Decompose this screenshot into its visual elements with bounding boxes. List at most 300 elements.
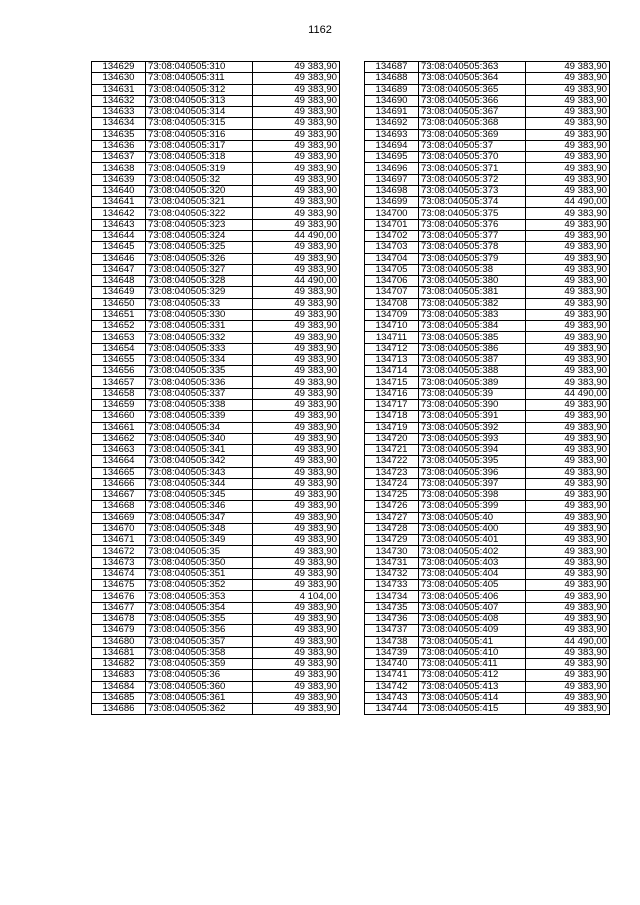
- cadastral-number-cell: 73:08:040505:316: [146, 129, 253, 140]
- table-row: [365, 377, 610, 388]
- record-number-cell: 134643: [92, 219, 146, 230]
- record-number-cell: 134720: [365, 433, 419, 444]
- table-row: [365, 129, 610, 140]
- value-cell: 49 383,90: [253, 73, 340, 84]
- cadastral-number-cell: 73:08:040505:319: [146, 163, 253, 174]
- record-number-cell: 134740: [365, 659, 419, 670]
- table-row: [365, 568, 610, 579]
- table-row: [365, 681, 610, 692]
- cadastral-number-cell: 73:08:040505:333: [146, 343, 253, 354]
- record-number-cell: 134649: [92, 287, 146, 298]
- table-row: [92, 523, 340, 534]
- record-number-cell: 134732: [365, 568, 419, 579]
- cadastral-number-cell: 73:08:040505:407: [419, 602, 526, 613]
- value-cell: 49 383,90: [526, 185, 610, 196]
- record-number-cell: 134669: [92, 512, 146, 523]
- table-row: [92, 399, 340, 410]
- record-number-cell: 134731: [365, 557, 419, 568]
- value-cell: 49 383,90: [526, 614, 610, 625]
- cadastral-number-cell: 73:08:040505:390: [419, 399, 526, 410]
- table-row: [92, 681, 340, 692]
- record-number-cell: 134705: [365, 264, 419, 275]
- record-number-cell: 134719: [365, 422, 419, 433]
- value-cell: 49 383,90: [253, 264, 340, 275]
- value-cell: 49 383,90: [253, 152, 340, 163]
- value-cell: 49 383,90: [253, 501, 340, 512]
- value-cell: 49 383,90: [253, 602, 340, 613]
- record-number-cell: 134734: [365, 591, 419, 602]
- value-cell: 49 383,90: [526, 309, 610, 320]
- value-cell: 49 383,90: [526, 659, 610, 670]
- record-number-cell: 134699: [365, 197, 419, 208]
- table-row: [92, 580, 340, 591]
- value-cell: 49 383,90: [253, 298, 340, 309]
- record-number-cell: 134647: [92, 264, 146, 275]
- table-row: [365, 659, 610, 670]
- cadastral-number-cell: 73:08:040505:331: [146, 321, 253, 332]
- table-row: [92, 276, 340, 287]
- table-row: [365, 174, 610, 185]
- value-cell: 49 383,90: [526, 580, 610, 591]
- record-number-cell: 134701: [365, 219, 419, 230]
- table-row: [92, 647, 340, 658]
- value-cell: 49 383,90: [253, 95, 340, 106]
- cadastral-number-cell: 73:08:040505:353: [146, 591, 253, 602]
- value-cell: 49 383,90: [253, 422, 340, 433]
- value-cell: 49 383,90: [253, 219, 340, 230]
- record-number-cell: 134668: [92, 501, 146, 512]
- record-number-cell: 134674: [92, 568, 146, 579]
- value-cell: 44 490,00: [526, 636, 610, 647]
- cadastral-number-cell: 73:08:040505:347: [146, 512, 253, 523]
- table-row: [92, 107, 340, 118]
- table-row: [365, 163, 610, 174]
- record-number-cell: 134727: [365, 512, 419, 523]
- table-row: [92, 625, 340, 636]
- value-cell: 49 383,90: [526, 332, 610, 343]
- record-number-cell: 134704: [365, 253, 419, 264]
- record-number-cell: 134688: [365, 73, 419, 84]
- value-cell: 49 383,90: [526, 230, 610, 241]
- record-number-cell: 134715: [365, 377, 419, 388]
- value-cell: 49 383,90: [526, 591, 610, 602]
- cadastral-number-cell: 73:08:040505:397: [419, 478, 526, 489]
- table-row: [365, 614, 610, 625]
- cadastral-number-cell: 73:08:040505:384: [419, 321, 526, 332]
- cadastral-number-cell: 73:08:040505:326: [146, 253, 253, 264]
- record-number-cell: 134718: [365, 411, 419, 422]
- value-cell: 49 383,90: [253, 242, 340, 253]
- record-number-cell: 134676: [92, 591, 146, 602]
- table-row: [365, 366, 610, 377]
- value-cell: 49 383,90: [253, 163, 340, 174]
- record-number-cell: 134690: [365, 95, 419, 106]
- value-cell: 49 383,90: [253, 377, 340, 388]
- record-number-cell: 134738: [365, 636, 419, 647]
- cadastral-number-cell: 73:08:040505:391: [419, 411, 526, 422]
- record-number-cell: 134693: [365, 129, 419, 140]
- record-number-cell: 134710: [365, 321, 419, 332]
- cadastral-number-cell: 73:08:040505:357: [146, 636, 253, 647]
- cadastral-number-cell: 73:08:040505:356: [146, 625, 253, 636]
- table-row: [365, 84, 610, 95]
- value-cell: 44 490,00: [526, 197, 610, 208]
- cadastral-number-cell: 73:08:040505:37: [419, 140, 526, 151]
- record-number-cell: 134716: [365, 388, 419, 399]
- cadastral-number-cell: 73:08:040505:323: [146, 219, 253, 230]
- table-row: [92, 332, 340, 343]
- cadastral-number-cell: 73:08:040505:362: [146, 704, 253, 715]
- table-row: [92, 321, 340, 332]
- table-row: [92, 129, 340, 140]
- value-cell: 49 383,90: [253, 197, 340, 208]
- cadastral-number-cell: 73:08:040505:412: [419, 670, 526, 681]
- record-number-cell: 134712: [365, 343, 419, 354]
- cadastral-number-cell: 73:08:040505:358: [146, 647, 253, 658]
- record-number-cell: 134721: [365, 445, 419, 456]
- table-row: [365, 433, 610, 444]
- cadastral-number-cell: 73:08:040505:392: [419, 422, 526, 433]
- cadastral-number-cell: 73:08:040505:381: [419, 287, 526, 298]
- table-row: [365, 704, 610, 715]
- value-cell: 49 383,90: [253, 512, 340, 523]
- record-number-cell: 134639: [92, 174, 146, 185]
- value-cell: 49 383,90: [526, 152, 610, 163]
- record-number-cell: 134707: [365, 287, 419, 298]
- cadastral-number-cell: 73:08:040505:367: [419, 107, 526, 118]
- cadastral-number-cell: 73:08:040505:342: [146, 456, 253, 467]
- table-row: [365, 591, 610, 602]
- record-number-cell: 134713: [365, 354, 419, 365]
- value-cell: 49 383,90: [526, 467, 610, 478]
- record-number-cell: 134695: [365, 152, 419, 163]
- cadastral-number-cell: 73:08:040505:405: [419, 580, 526, 591]
- table-row: [92, 163, 340, 174]
- table-row: [92, 670, 340, 681]
- cadastral-number-cell: 73:08:040505:411: [419, 659, 526, 670]
- cadastral-number-cell: 73:08:040505:325: [146, 242, 253, 253]
- value-cell: 49 383,90: [526, 242, 610, 253]
- table-row: [92, 343, 340, 354]
- value-cell: 49 383,90: [526, 95, 610, 106]
- record-number-cell: 134642: [92, 208, 146, 219]
- record-number-cell: 134697: [365, 174, 419, 185]
- table-row: [92, 84, 340, 95]
- table-row: [365, 264, 610, 275]
- value-cell: 49 383,90: [526, 704, 610, 715]
- value-cell: 49 383,90: [253, 456, 340, 467]
- value-cell: 49 383,90: [253, 659, 340, 670]
- table-row: [92, 298, 340, 309]
- record-number-cell: 134652: [92, 321, 146, 332]
- value-cell: 49 383,90: [526, 264, 610, 275]
- cadastral-number-cell: 73:08:040505:344: [146, 478, 253, 489]
- value-cell: 49 383,90: [526, 219, 610, 230]
- table-row: [365, 230, 610, 241]
- table-row: [365, 197, 610, 208]
- record-number-cell: 134682: [92, 659, 146, 670]
- record-number-cell: 134729: [365, 535, 419, 546]
- record-number-cell: 134630: [92, 73, 146, 84]
- value-cell: 49 383,90: [253, 62, 340, 73]
- record-number-cell: 134737: [365, 625, 419, 636]
- table-row: [365, 298, 610, 309]
- value-cell: 49 383,90: [526, 253, 610, 264]
- record-number-cell: 134675: [92, 580, 146, 591]
- record-number-cell: 134633: [92, 107, 146, 118]
- table-row: [92, 185, 340, 196]
- table-row: [92, 152, 340, 163]
- cadastral-number-cell: 73:08:040505:317: [146, 140, 253, 151]
- cadastral-number-cell: 73:08:040505:377: [419, 230, 526, 241]
- value-cell: 49 383,90: [526, 163, 610, 174]
- record-number-cell: 134656: [92, 366, 146, 377]
- cadastral-number-cell: 73:08:040505:346: [146, 501, 253, 512]
- value-cell: 49 383,90: [526, 118, 610, 129]
- record-number-cell: 134645: [92, 242, 146, 253]
- table-row: [365, 445, 610, 456]
- table-row: [365, 309, 610, 320]
- cadastral-number-cell: 73:08:040505:375: [419, 208, 526, 219]
- cadastral-number-cell: 73:08:040505:332: [146, 332, 253, 343]
- cadastral-number-cell: 73:08:040505:395: [419, 456, 526, 467]
- table-row: [365, 602, 610, 613]
- value-cell: 49 383,90: [526, 84, 610, 95]
- cadastral-number-cell: 73:08:040505:379: [419, 253, 526, 264]
- table-row: [365, 580, 610, 591]
- table-row: [365, 636, 610, 647]
- table-row: [92, 568, 340, 579]
- cadastral-number-cell: 73:08:040505:404: [419, 568, 526, 579]
- value-cell: 44 490,00: [526, 388, 610, 399]
- cadastral-number-cell: 73:08:040505:349: [146, 535, 253, 546]
- record-number-cell: 134653: [92, 332, 146, 343]
- record-number-cell: 134692: [365, 118, 419, 129]
- table-row: [365, 253, 610, 264]
- value-cell: 49 383,90: [526, 298, 610, 309]
- table-row: [365, 152, 610, 163]
- record-number-cell: 134655: [92, 354, 146, 365]
- cadastral-number-cell: 73:08:040505:409: [419, 625, 526, 636]
- page-number: 1162: [308, 24, 332, 36]
- cadastral-number-cell: 73:08:040505:34: [146, 422, 253, 433]
- value-cell: 49 383,90: [253, 478, 340, 489]
- table-row: [365, 332, 610, 343]
- table-row: [92, 433, 340, 444]
- table-row: [92, 535, 340, 546]
- value-cell: 49 383,90: [526, 501, 610, 512]
- cadastral-number-cell: 73:08:040505:36: [146, 670, 253, 681]
- cadastral-number-cell: 73:08:040505:341: [146, 445, 253, 456]
- cadastral-number-cell: 73:08:040505:328: [146, 276, 253, 287]
- cadastral-number-cell: 73:08:040505:340: [146, 433, 253, 444]
- cadastral-number-cell: 73:08:040505:401: [419, 535, 526, 546]
- value-cell: 49 383,90: [526, 107, 610, 118]
- cadastral-number-cell: 73:08:040505:394: [419, 445, 526, 456]
- value-cell: 49 383,90: [253, 208, 340, 219]
- cadastral-number-cell: 73:08:040505:320: [146, 185, 253, 196]
- value-cell: 49 383,90: [253, 647, 340, 658]
- record-number-cell: 134724: [365, 478, 419, 489]
- value-cell: 49 383,90: [253, 411, 340, 422]
- table-row: [365, 276, 610, 287]
- table-row: [92, 309, 340, 320]
- record-number-cell: 134722: [365, 456, 419, 467]
- cadastral-number-cell: 73:08:040505:35: [146, 546, 253, 557]
- cadastral-number-cell: 73:08:040505:378: [419, 242, 526, 253]
- record-number-cell: 134696: [365, 163, 419, 174]
- record-number-cell: 134637: [92, 152, 146, 163]
- value-cell: 49 383,90: [253, 580, 340, 591]
- record-number-cell: 134703: [365, 242, 419, 253]
- cadastral-number-cell: 73:08:040505:393: [419, 433, 526, 444]
- record-number-cell: 134629: [92, 62, 146, 73]
- cadastral-number-cell: 73:08:040505:348: [146, 523, 253, 534]
- value-cell: 49 383,90: [526, 535, 610, 546]
- cadastral-number-cell: 73:08:040505:366: [419, 95, 526, 106]
- table-row: [92, 422, 340, 433]
- cadastral-number-cell: 73:08:040505:322: [146, 208, 253, 219]
- value-cell: 49 383,90: [526, 670, 610, 681]
- record-number-cell: 134644: [92, 230, 146, 241]
- table-row: [365, 107, 610, 118]
- table-row: [365, 219, 610, 230]
- value-cell: 4 104,00: [253, 591, 340, 602]
- record-number-cell: 134694: [365, 140, 419, 151]
- cadastral-number-cell: 73:08:040505:39: [419, 388, 526, 399]
- cadastral-number-cell: 73:08:040505:32: [146, 174, 253, 185]
- cadastral-number-cell: 73:08:040505:352: [146, 580, 253, 591]
- cadastral-number-cell: 73:08:040505:339: [146, 411, 253, 422]
- cadastral-number-cell: 73:08:040505:386: [419, 343, 526, 354]
- value-cell: 49 383,90: [526, 377, 610, 388]
- cadastral-number-cell: 73:08:040505:380: [419, 276, 526, 287]
- value-cell: 49 383,90: [526, 478, 610, 489]
- value-cell: 49 383,90: [253, 467, 340, 478]
- table-row: [92, 636, 340, 647]
- record-number-cell: 134711: [365, 332, 419, 343]
- record-number-cell: 134654: [92, 343, 146, 354]
- cadastral-number-cell: 73:08:040505:374: [419, 197, 526, 208]
- table-row: [365, 208, 610, 219]
- value-cell: 49 383,90: [526, 62, 610, 73]
- cadastral-number-cell: 73:08:040505:382: [419, 298, 526, 309]
- table-row: [365, 287, 610, 298]
- table-row: [365, 478, 610, 489]
- record-number-cell: 134635: [92, 129, 146, 140]
- cadastral-number-cell: 73:08:040505:371: [419, 163, 526, 174]
- record-number-cell: 134744: [365, 704, 419, 715]
- record-number-cell: 134657: [92, 377, 146, 388]
- cadastral-number-cell: 73:08:040505:406: [419, 591, 526, 602]
- value-cell: 49 383,90: [253, 681, 340, 692]
- cadastral-number-cell: 73:08:040505:398: [419, 490, 526, 501]
- cadastral-number-cell: 73:08:040505:40: [419, 512, 526, 523]
- record-number-cell: 134723: [365, 467, 419, 478]
- record-number-cell: 134673: [92, 557, 146, 568]
- record-number-cell: 134708: [365, 298, 419, 309]
- table-row: [365, 62, 610, 73]
- record-number-cell: 134714: [365, 366, 419, 377]
- table-row: [92, 490, 340, 501]
- record-number-cell: 134646: [92, 253, 146, 264]
- value-cell: 49 383,90: [253, 546, 340, 557]
- record-number-cell: 134730: [365, 546, 419, 557]
- cadastral-number-cell: 73:08:040505:311: [146, 73, 253, 84]
- cadastral-number-cell: 73:08:040505:414: [419, 692, 526, 703]
- value-cell: 49 383,90: [253, 625, 340, 636]
- cadastral-number-cell: 73:08:040505:336: [146, 377, 253, 388]
- table-row: [92, 73, 340, 84]
- value-cell: 49 383,90: [526, 411, 610, 422]
- value-cell: 49 383,90: [526, 174, 610, 185]
- cadastral-number-cell: 73:08:040505:400: [419, 523, 526, 534]
- value-cell: 49 383,90: [526, 647, 610, 658]
- record-number-cell: 134662: [92, 433, 146, 444]
- cadastral-number-cell: 73:08:040505:335: [146, 366, 253, 377]
- cadastral-number-cell: 73:08:040505:321: [146, 197, 253, 208]
- cadastral-number-cell: 73:08:040505:365: [419, 84, 526, 95]
- value-cell: 49 383,90: [526, 681, 610, 692]
- cadastral-number-cell: 73:08:040505:337: [146, 388, 253, 399]
- record-number-cell: 134741: [365, 670, 419, 681]
- table-row: [92, 411, 340, 422]
- value-cell: 49 383,90: [253, 332, 340, 343]
- cadastral-number-cell: 73:08:040505:324: [146, 230, 253, 241]
- value-cell: 49 383,90: [526, 602, 610, 613]
- value-cell: 49 383,90: [253, 185, 340, 196]
- table-row: [92, 546, 340, 557]
- record-number-cell: 134689: [365, 84, 419, 95]
- table-row: [92, 456, 340, 467]
- table-row: [365, 321, 610, 332]
- cadastral-number-cell: 73:08:040505:402: [419, 546, 526, 557]
- record-number-cell: 134681: [92, 647, 146, 658]
- record-number-cell: 134679: [92, 625, 146, 636]
- cadastral-number-cell: 73:08:040505:354: [146, 602, 253, 613]
- cadastral-number-cell: 73:08:040505:389: [419, 377, 526, 388]
- table-row: [365, 692, 610, 703]
- value-cell: 49 383,90: [526, 366, 610, 377]
- value-cell: 49 383,90: [526, 568, 610, 579]
- cadastral-number-cell: 73:08:040505:408: [419, 614, 526, 625]
- cadastral-number-cell: 73:08:040505:368: [419, 118, 526, 129]
- value-cell: 49 383,90: [526, 456, 610, 467]
- table-row: [92, 512, 340, 523]
- cadastral-number-cell: 73:08:040505:385: [419, 332, 526, 343]
- table-row: [92, 219, 340, 230]
- record-number-cell: 134634: [92, 118, 146, 129]
- value-cell: 49 383,90: [253, 118, 340, 129]
- cadastral-number-cell: 73:08:040505:334: [146, 354, 253, 365]
- value-cell: 49 383,90: [526, 287, 610, 298]
- cadastral-number-cell: 73:08:040505:413: [419, 681, 526, 692]
- cadastral-number-cell: 73:08:040505:355: [146, 614, 253, 625]
- record-number-cell: 134706: [365, 276, 419, 287]
- cadastral-number-cell: 73:08:040505:361: [146, 692, 253, 703]
- record-number-cell: 134650: [92, 298, 146, 309]
- record-number-cell: 134670: [92, 523, 146, 534]
- table-row: [365, 388, 610, 399]
- record-number-cell: 134687: [365, 62, 419, 73]
- value-cell: 49 383,90: [253, 692, 340, 703]
- value-cell: 44 490,00: [253, 276, 340, 287]
- cadastral-number-cell: 73:08:040505:363: [419, 62, 526, 73]
- value-cell: 49 383,90: [526, 692, 610, 703]
- cadastral-number-cell: 73:08:040505:372: [419, 174, 526, 185]
- record-number-cell: 134726: [365, 501, 419, 512]
- table-row: [92, 614, 340, 625]
